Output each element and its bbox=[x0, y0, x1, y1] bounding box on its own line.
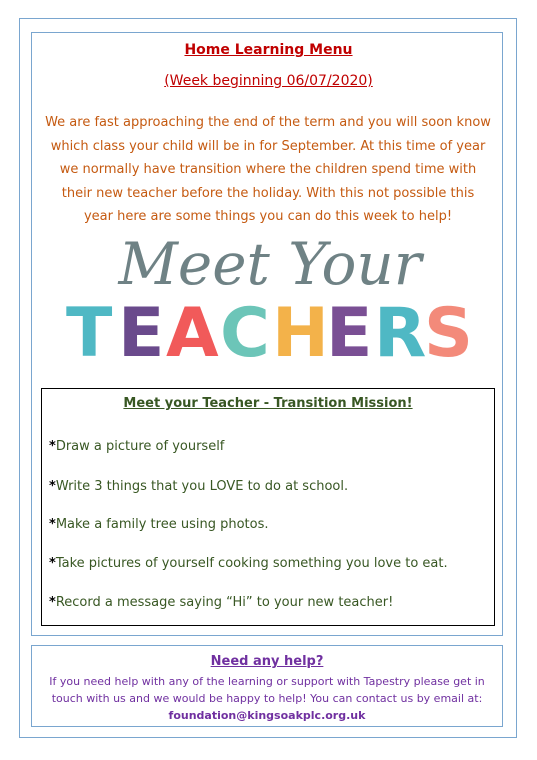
mission-title: Meet your Teacher - Transition Mission! bbox=[123, 396, 413, 411]
week-subtitle: (Week beginning 06/07/2020) bbox=[164, 73, 373, 89]
mission-item bbox=[49, 479, 348, 494]
mission-item bbox=[49, 517, 268, 532]
intro-line: We are fast approaching the end of the term and you will soon know bbox=[45, 115, 491, 130]
mission-item-text: Record a message saying “Hi” to your new teacher! bbox=[55, 595, 394, 610]
logo-letter-c: C bbox=[220, 294, 270, 368]
logo-letter-e: E bbox=[326, 294, 373, 368]
mission-box bbox=[41, 388, 495, 626]
help-box bbox=[31, 645, 503, 727]
help-line: If you need help with any of the learning or support with Tapestry please get in bbox=[49, 675, 485, 688]
intro-line: which class your child will be in for September. At this time of year bbox=[50, 138, 486, 154]
mission-item bbox=[49, 556, 448, 571]
mission-item bbox=[49, 439, 224, 454]
intro-line: we normally have transition where the children spend time with bbox=[59, 162, 477, 177]
logo-letter-t: T bbox=[66, 294, 113, 368]
bullet-star: * bbox=[49, 556, 56, 571]
help-title: Need any help? bbox=[210, 654, 324, 669]
meet-your-teachers-logo bbox=[60, 228, 480, 368]
mission-item-text: Make a family tree using photos. bbox=[55, 517, 269, 532]
logo-letter-h: H bbox=[272, 294, 329, 368]
bullet-star: * bbox=[49, 479, 56, 494]
mission-item-text: Draw a picture of yourself bbox=[55, 439, 225, 454]
bullet-star: * bbox=[49, 439, 56, 454]
page-title: Home Learning Menu bbox=[184, 42, 353, 58]
mission-item-text: Take pictures of yourself cooking something you love to eat. bbox=[55, 556, 448, 571]
contact-email-link[interactable]: foundation@kingsoakplc.org.uk bbox=[168, 709, 366, 722]
logo-letter-a: A bbox=[166, 294, 219, 368]
logo-letter-s: S bbox=[424, 294, 473, 368]
intro-line: year here are some things you can do this week to help! bbox=[83, 209, 453, 224]
logo-script-text: Meet Your bbox=[118, 230, 422, 298]
bullet-star: * bbox=[49, 595, 56, 610]
help-text bbox=[48, 673, 486, 707]
mission-item bbox=[49, 595, 393, 610]
bullet-star: * bbox=[49, 517, 56, 532]
help-line: touch with us and we would be happy to help! You can contact us by email at: bbox=[51, 692, 483, 705]
mission-item-text: Write 3 things that you LOVE to do at school. bbox=[55, 479, 349, 494]
intro-line: their new teacher before the holiday. With this not possible this bbox=[61, 185, 475, 201]
logo-letter-e: E bbox=[118, 294, 165, 368]
logo-letter-r: R bbox=[374, 294, 427, 368]
intro-paragraph bbox=[36, 111, 500, 229]
